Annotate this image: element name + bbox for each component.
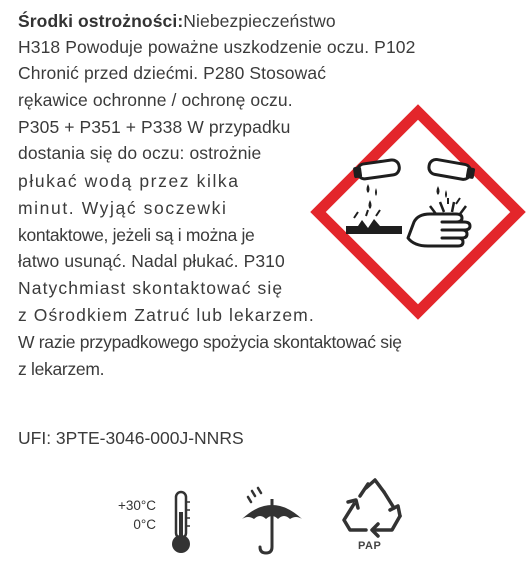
- temp-min: 0°C: [133, 517, 156, 532]
- recycle-label: PAP: [358, 540, 382, 552]
- precautions-heading-line: [18, 10, 336, 32]
- signal-word: Niebezpieczeństwo: [183, 11, 336, 31]
- ufi-code: UFI: 3PTE-3046-000J-NNRS: [18, 428, 244, 448]
- text-line: kontaktowe, jeżeli są i można je: [18, 225, 255, 245]
- text-line: minut. Wyjąć soczewki: [18, 198, 228, 218]
- text-line: z Ośrodkiem Zatruć lub lekarzem.: [18, 305, 315, 325]
- text-line: W razie przypadkowego spożycia skontaktować się: [18, 332, 402, 352]
- storage-temperature: [110, 490, 200, 552]
- precautions-heading: Środki ostrożności:: [18, 11, 184, 31]
- text-line: H318 Powoduje poważne uszkodzenie oczu. P102: [18, 37, 416, 57]
- text-line: Natychmiast skontaktować się: [18, 278, 284, 298]
- text-line: rękawice ochronne / ochronę oczu.: [18, 90, 293, 110]
- text-line: płukać wodą przez kilka: [18, 171, 240, 191]
- keep-dry-umbrella-icon: [236, 485, 308, 557]
- text-line: P305 + P351 + P338 W przypadku: [18, 117, 291, 137]
- text-line: z lekarzem.: [18, 359, 105, 379]
- thermometer-icon: [168, 490, 194, 556]
- text-line: Chronić przed dziećmi. P280 Stosować: [18, 63, 327, 83]
- temp-max: +30°C: [117, 498, 156, 513]
- text-line: dostania się do oczu: ostrożnie: [18, 143, 262, 163]
- text-line: łatwo usunąć. Nadal płukać. P310: [18, 251, 285, 271]
- ghs05-corrosion-icon: [310, 104, 526, 320]
